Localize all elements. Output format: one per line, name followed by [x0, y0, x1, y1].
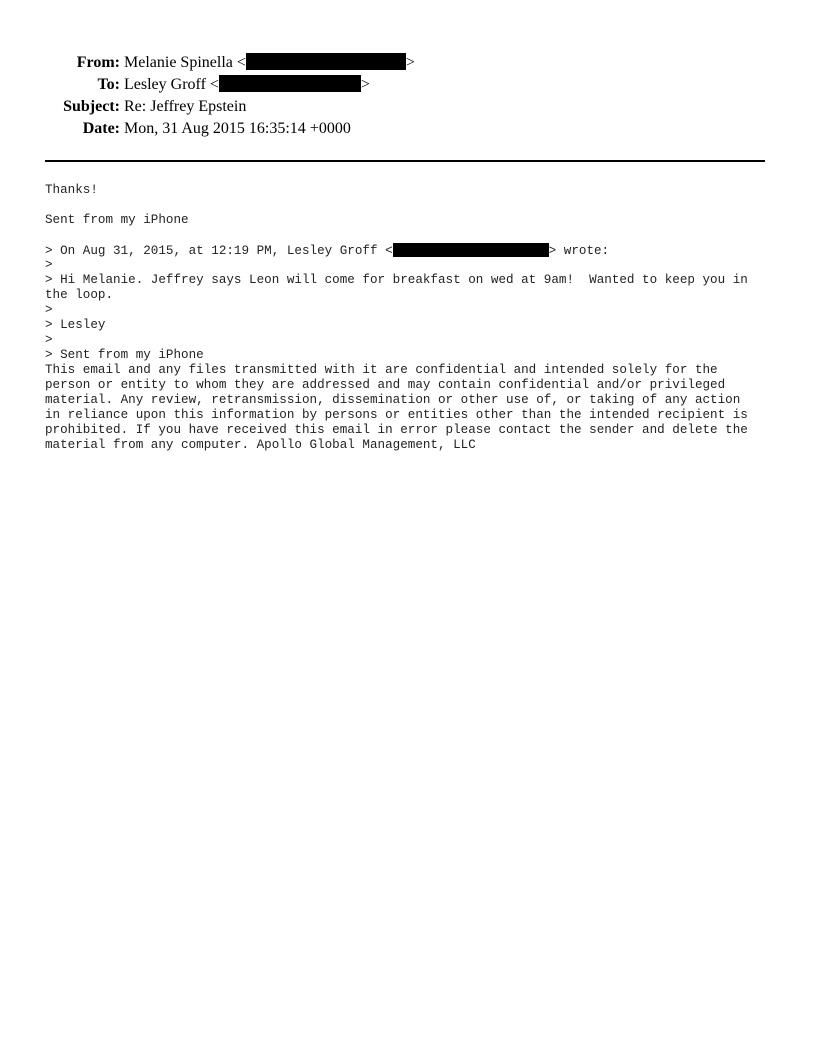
body-line-sent: Sent from my iPhone	[45, 213, 189, 227]
subject-label: Subject:	[63, 98, 120, 115]
quote-on-line	[45, 243, 775, 258]
from-row	[0, 52, 816, 74]
disclaimer-line: person or entity to whom they are addressed and may contain confidential and/or privileged	[45, 378, 726, 392]
quote-hi-line: > Hi Melanie. Jeffrey says Leon will come for breakfast on wed at 9am! Wanted to keep you in	[45, 273, 748, 287]
date-row	[0, 118, 816, 140]
quote-blank-line: >	[45, 258, 53, 272]
disclaimer-line: This email and any files transmitted with it are confidential and intended solely for the	[45, 363, 718, 377]
to-close: >	[360, 76, 370, 93]
email-header	[0, 52, 816, 140]
body-line-thanks: Thanks!	[45, 183, 98, 197]
quote-on-prefix: > On Aug 31, 2015, at 12:19 PM, Lesley Groff <	[45, 244, 393, 258]
disclaimer-line: in reliance upon this information by persons or entities other than the intended recipient is	[45, 408, 748, 422]
quote-hi-line-wrap: the loop.	[45, 288, 114, 302]
from-label: From:	[76, 54, 120, 71]
to-row	[0, 74, 816, 96]
quote-signature: > Lesley	[45, 318, 106, 332]
quote-on-suffix: > wrote:	[548, 244, 610, 258]
quote-blank-line: >	[45, 303, 53, 317]
quote-blank-line: >	[45, 333, 53, 347]
subject-value: Re: Jeffrey Epstein	[124, 98, 247, 115]
from-email-redaction	[246, 53, 406, 70]
blank-line	[45, 228, 775, 243]
quote-email-redaction	[393, 243, 549, 257]
quote-sent-line: > Sent from my iPhone	[45, 348, 204, 362]
from-close: >	[405, 54, 415, 71]
date-label: Date:	[82, 120, 120, 137]
blank-line	[45, 198, 775, 213]
to-name: Lesley Groff <	[124, 76, 219, 93]
disclaimer-line: material from any computer. Apollo Global Management, LLC	[45, 438, 476, 452]
from-name: Melanie Spinella <	[124, 54, 246, 71]
date-value: Mon, 31 Aug 2015 16:35:14 +0000	[124, 120, 351, 137]
to-value	[124, 74, 370, 96]
disclaimer-line: material. Any review, retransmission, dissemination or other use of, or taking of any action	[45, 393, 741, 407]
from-value	[124, 52, 415, 74]
email-body	[45, 183, 775, 453]
subject-row	[0, 96, 816, 118]
to-email-redaction	[219, 75, 361, 92]
header-divider	[45, 160, 765, 162]
disclaimer-line: prohibited. If you have received this email in error please contact the sender and delete the	[45, 423, 748, 437]
to-label: To:	[97, 76, 120, 93]
